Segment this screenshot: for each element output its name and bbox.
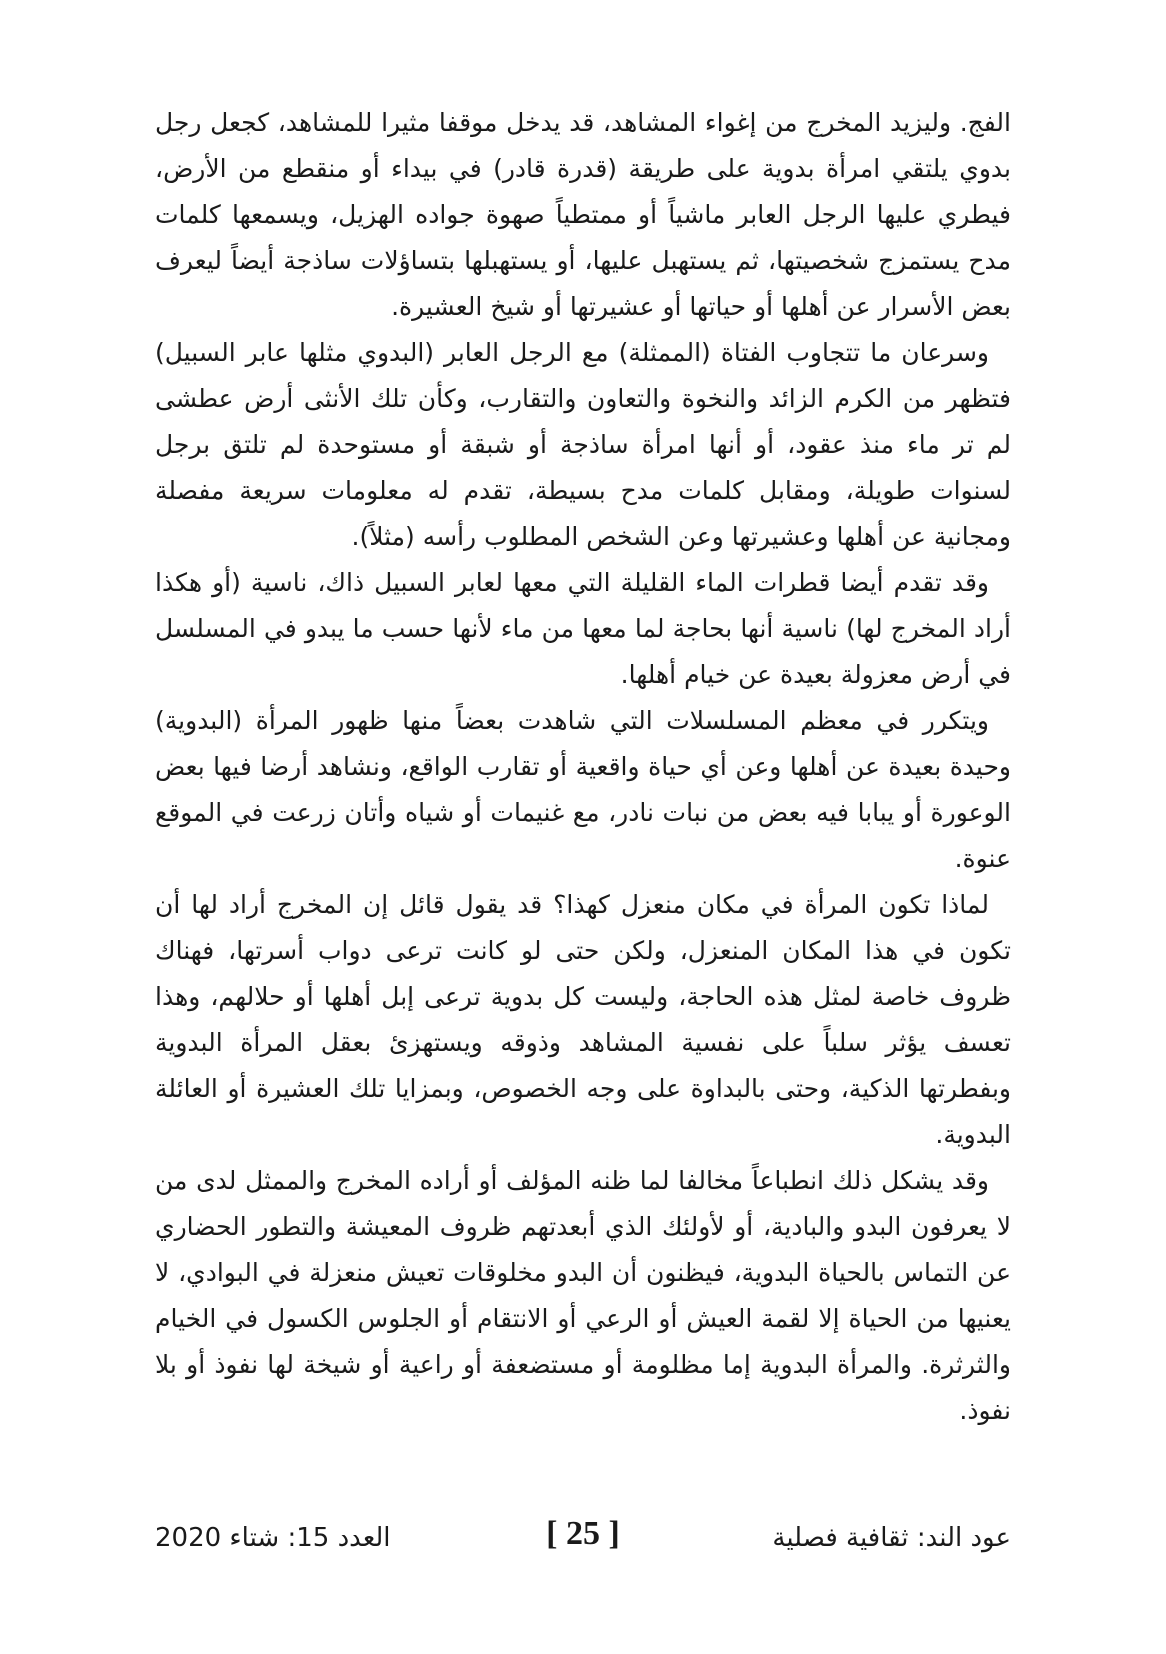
issue-label: العدد 15: شتاء 2020 <box>155 1523 391 1553</box>
magazine-title: عود الند: ثقافية فصلية <box>772 1523 1011 1553</box>
paragraph-2: وسرعان ما تتجاوب الفتاة (الممثلة) مع الرجل العابر (البدوي مثلها عابر السبيل) فتظهر من الكرم الزائد والنخوة والتعاون والتقارب، وكأن تلك الأنثى أرض عطشى لم تر ماء منذ عقود، أو أنها امرأة ساذجة أو شبقة أو مستوحدة لم تلتق برجل لسنوات طويلة، ومقابل كلمات مدح بسيطة، تقدم له معلومات سريعة مفصلة ومجانية عن أهلها وعشيرتها وعن الشخص المطلوب رأسه (مثلاً). <box>155 338 1011 551</box>
article-body <box>155 100 1011 1434</box>
paragraph-3: وقد تقدم أيضا قطرات الماء القليلة التي معها لعابر السبيل ذاك، ناسية (أو هكذا أراد المخرج لها) ناسية أنها بحاجة لما معها من ماء لأنها حسب ما يبدو في المسلسل في أرض معزولة بعيدة عن خيام أهلها. <box>155 568 1011 689</box>
page-footer <box>155 1515 1011 1563</box>
paragraph-6: وقد يشكل ذلك انطباعاً مخالفا لما ظنه المؤلف أو أراده المخرج والممثل لدى من لا يعرفون البدو والبادية، أو لأولئك الذي أبعدتهم ظروف المعيشة والتطور الحضاري عن التماس بالحياة البدوية، فيظنون أن البدو مخلوقات تعيش منعزلة في البوادي، لا يعنيها من الحياة إلا لقمة العيش أو الرعي أو الانتقام أو الجلوس الكسول في الخيام والثرثرة. والمرأة البدوية إما مظلومة أو مستضعفة أو راعية أو شيخة لها نفوذ أو بلا نفوذ. <box>155 1166 1011 1425</box>
page-number: [ 25 ] <box>546 1515 620 1552</box>
paragraph-5: لماذا تكون المرأة في مكان منعزل كهذا؟ قد يقول قائل إن المخرج أراد لها أن تكون في هذا المكان المنعزل، ولكن حتى لو كانت ترعى دواب أسرتها، فهناك ظروف خاصة لمثل هذه الحاجة، وليست كل بدوية ترعى إبل أهلها أو حلالهم، وهذا تعسف يؤثر سلباً على نفسية المشاهد وذوقه ويستهزئ بعقل المرأة البدوية وبفطرتها الذكية، وحتى بالبداوة على وجه الخصوص، وبمزايا تلك العشيرة أو العائلة البدوية. <box>155 890 1011 1149</box>
paragraph-1: الفج. وليزيد المخرج من إغواء المشاهد، قد يدخل موقفا مثيرا للمشاهد، كجعل رجل بدوي يلتقي امرأة بدوية على طريقة (قدرة قادر) في بيداء أو منقطع من الأرض، فيطري عليها الرجل العابر ماشياً أو ممتطياً صهوة جواده الهزيل، ويسمعها كلمات مدح يستمزج شخصيتها، ثم يستهبل عليها، أو يستهبلها بتساؤلات ساذجة أيضاً ليعرف بعض الأسرار عن أهلها أو حياتها أو عشيرتها أو شيخ العشيرة. <box>155 108 1011 321</box>
paragraph-4: ويتكرر في معظم المسلسلات التي شاهدت بعضاً منها ظهور المرأة (البدوية) وحيدة بعيدة عن أهلها وعن أي حياة واقعية أو تقارب الواقع، ونشاهد أرضا فيها بعض الوعورة أو يبابا فيه بعض من نبات نادر، مع غنيمات أو شياه وأتان زرعت في الموقع عنوة. <box>155 706 1011 873</box>
